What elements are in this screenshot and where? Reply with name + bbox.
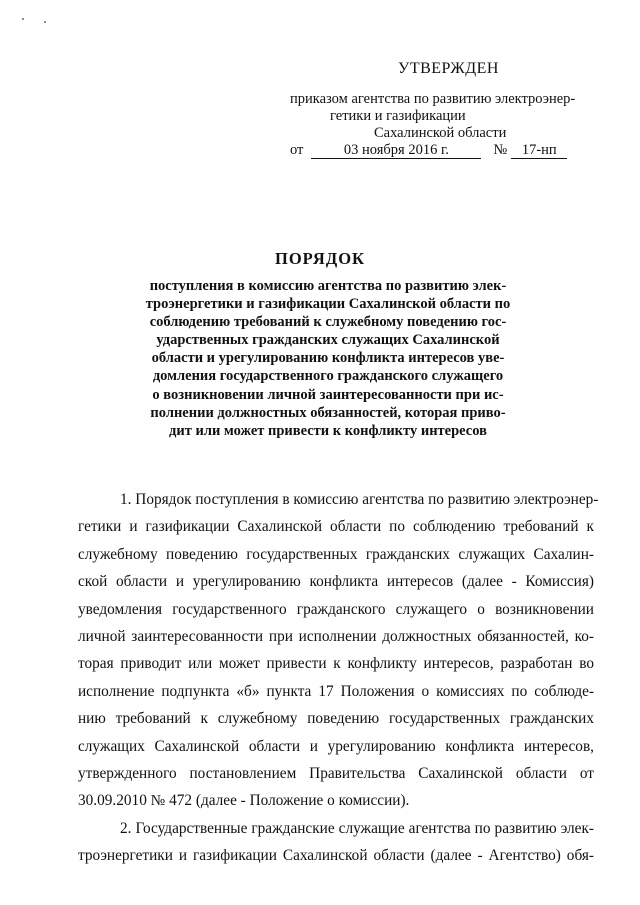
approval-order-line: гетики и газификации [330, 108, 466, 124]
body-line: личной заинтересованности при исполнении должностных обязанностей, ко- [78, 628, 594, 646]
number-sign: № [493, 142, 508, 158]
subtitle-line: о возникновении личной заинтересованности при ис- [152, 386, 504, 403]
subtitle-line: троэнергетики и газификации Сахалинской области по [145, 296, 511, 313]
body-line: уведомления государственного гражданского служащего о возникновении [78, 600, 594, 618]
subtitle-line: дит или может привести к конфликту интересов [169, 422, 487, 439]
approval-date-line [290, 141, 567, 159]
body-line: исполнение подпункта «б» пункта 17 Положения о комиссиях по соблюде- [78, 682, 594, 700]
body-line: торая приводит или может привести к конфликту интересов, разработан во [78, 655, 594, 673]
subtitle-line: поступления в комиссию агентства по развитию элек- [149, 278, 507, 294]
body-line: служащих Сахалинской области и урегулированию конфликта интересов, [78, 737, 594, 755]
document-subtitle [138, 277, 518, 440]
approval-order-line: приказом агентства по развитию электроэнер- [290, 91, 576, 107]
body-line: нию требований к служебному поведению государственных гражданских [78, 710, 594, 728]
document-title: ПОРЯДОК [275, 249, 365, 268]
approval-number: 17-нп [511, 142, 567, 159]
body-line: ской области и урегулированию конфликта интересов (далее - Комиссия) [78, 573, 594, 591]
body-line: служебному поведению государственных гражданских служащих Сахалин- [78, 545, 594, 563]
subtitle-line: области и урегулированию конфликта интересов уве- [151, 350, 505, 367]
document-body [78, 486, 599, 870]
body-line: троэнергетики и газификации Сахалинской области (далее - Агентство) обя- [78, 847, 594, 865]
scan-speck [22, 18, 24, 20]
approval-region: Сахалинской области [374, 125, 507, 141]
subtitle-line: ударственных гражданских служащих Сахалинской [156, 332, 500, 349]
approval-date: 03 ноября 2016 г. [311, 142, 481, 159]
date-prefix: от [290, 142, 304, 158]
body-line: 2. Государственные гражданские служащие агентства по развитию элек- [120, 819, 594, 837]
subtitle-line: домления государственного гражданского служащего [152, 368, 504, 385]
body-line: гетики и газификации Сахалинской области по соблюдению требований к [78, 518, 594, 536]
body-line: 1. Порядок поступления в комиссию агентства по развитию электроэнер- [120, 491, 599, 508]
body-line: утвержденного постановлением Правительства Сахалинской области от [78, 765, 594, 783]
scan-speck [44, 21, 46, 23]
subtitle-line: полнении должностных обязанностей, которая приво- [150, 404, 506, 421]
approval-title: УТВЕРЖДЕН [398, 60, 499, 77]
subtitle-line: соблюдению требований к служебному поведению гос- [149, 314, 507, 331]
body-line: 30.09.2010 № 472 (далее - Положение о комиссии). [78, 792, 410, 810]
